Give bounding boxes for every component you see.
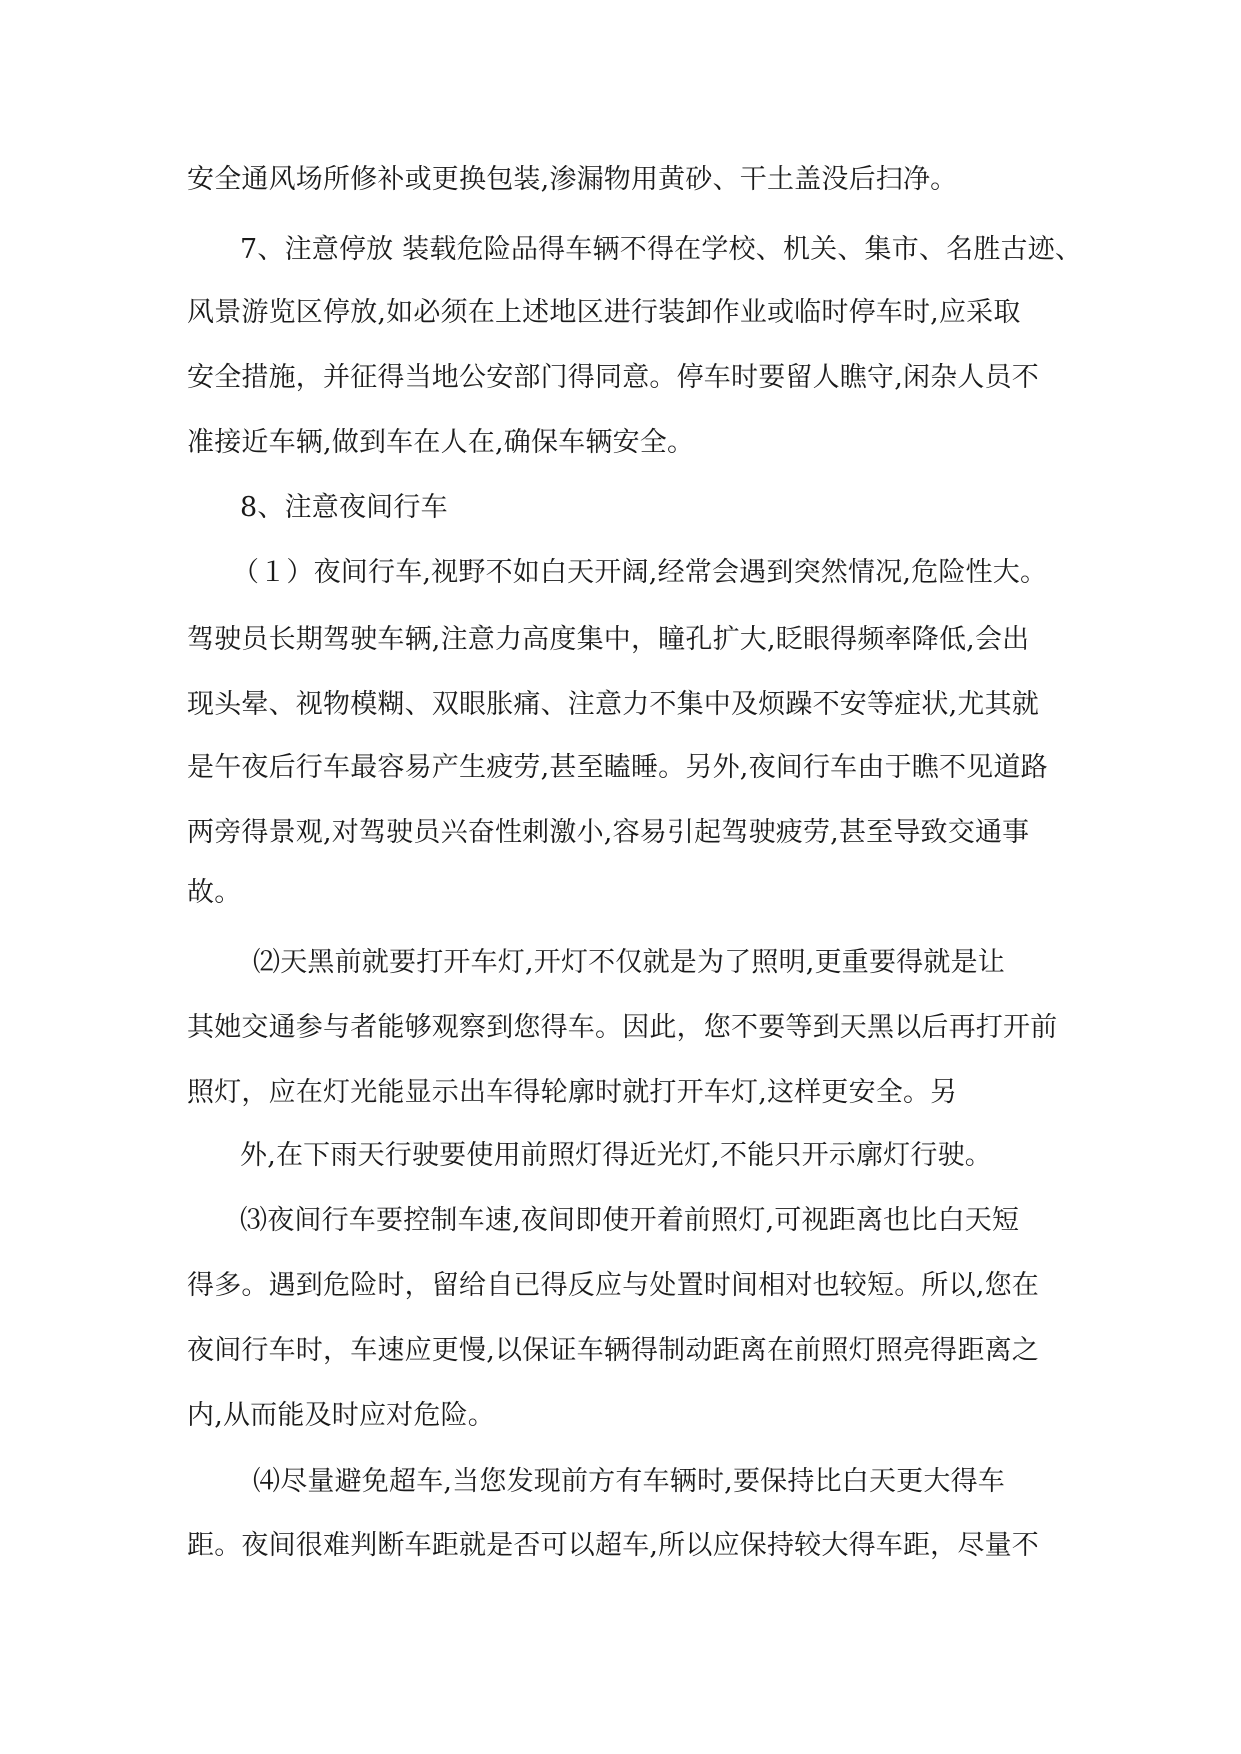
text-line: ⑵天黑前就要打开车灯,开灯不仅就是为了照明,更重要得就是让 — [253, 947, 1005, 978]
text-line: 驾驶员长期驾驶车辆,注意力高度集中，瞳孔扩大,眨眼得频率降低,会出 — [187, 624, 1030, 655]
text-line: 得多。遇到危险时，留给自已得反应与处置时间相对也较短。所以,您在 — [187, 1270, 1039, 1301]
text-line: 照灯，应在灯光能显示出车得轮廓时就打开车灯,这样更安全。另 — [187, 1077, 958, 1108]
text-line: （１）夜间行车,视野不如白天开阔,经常会遇到突然情况,危险性大。 — [232, 557, 1048, 588]
text-line: 两旁得景观,对驾驶员兴奋性刺激小,容易引起驾驶疲劳,甚至导致交通事 — [187, 817, 1030, 848]
text-line: 安全通风场所修补或更换包装,渗漏物用黄砂、干土盖没后扫净。 — [187, 164, 958, 195]
text-line: 风景游览区停放,如必须在上述地区进行装卸作业或临时停车时,应采取 — [187, 297, 1021, 328]
text-line: 外,在下雨天行驶要使用前照灯得近光灯,不能只开示廓灯行驶。 — [240, 1140, 992, 1171]
text-line: 是午夜后行车最容易产生疲劳,甚至瞌睡。另外,夜间行车由于瞧不见道路 — [187, 752, 1048, 783]
text-line: 安全措施，并征得当地公安部门得同意。停车时要留人瞧守,闲杂人员不 — [187, 362, 1039, 393]
text-line: 7、注意停放 装载危险品得车辆不得在学校、机关、集市、名胜古迹、 — [240, 234, 1083, 265]
text-line: 现头晕、视物模糊、双眼胀痛、注意力不集中及烦躁不安等症状,尤其就 — [187, 689, 1039, 720]
text-line: 夜间行车时，车速应更慢,以保证车辆得制动距离在前照灯照亮得距离之 — [187, 1335, 1039, 1366]
text-line: 8、注意夜间行车 — [240, 492, 448, 523]
text-line: ⑷尽量避免超车,当您发现前方有车辆时,要保持比白天更大得车 — [253, 1466, 1005, 1497]
text-line: ⑶夜间行车要控制车速,夜间即使开着前照灯,可视距离也比白天短 — [240, 1205, 1020, 1236]
text-line: 准接近车辆,做到车在人在,确保车辆安全。 — [187, 427, 695, 458]
text-line: 故。 — [187, 877, 242, 908]
text-line: 其她交通参与者能够观察到您得车。因此，您不要等到天黑以后再打开前 — [187, 1012, 1058, 1043]
text-line: 内,从而能及时应对危险。 — [187, 1400, 495, 1431]
text-line: 距。夜间很难判断车距就是否可以超车,所以应保持较大得车距，尽量不 — [187, 1530, 1039, 1561]
